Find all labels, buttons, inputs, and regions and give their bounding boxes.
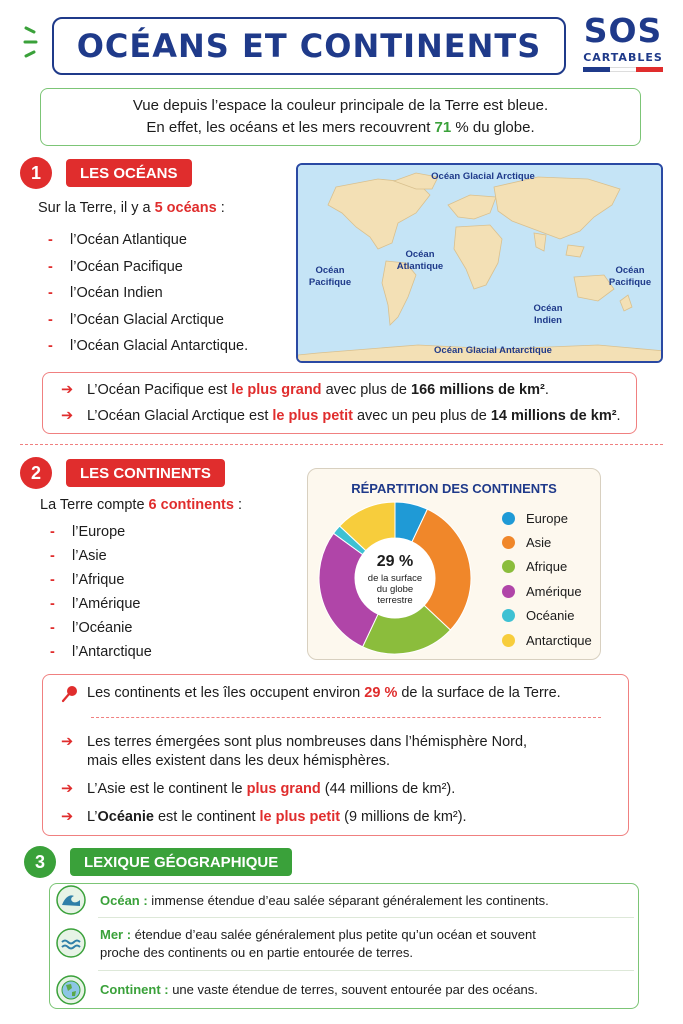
arrow-right-icon: ➔	[61, 382, 74, 398]
lexique-definition: Continent : une vaste étendue de terres, souvent entourée par des océans.	[100, 982, 538, 997]
legend-dot	[502, 634, 515, 647]
list-item: - l’Amérique	[42, 592, 152, 616]
intro-line-1: Vue depuis l’espace la couleur principale de la Terre est bleue.	[132, 97, 549, 114]
list-item: - l’Afrique	[42, 568, 152, 592]
list-item: - l’Océan Indien	[40, 280, 248, 307]
section-label-continents: LES CONTINENTS	[66, 459, 225, 487]
intro-box	[40, 88, 641, 146]
oceans-intro: Sur la Terre, il y a 5 océans :	[38, 200, 225, 216]
legend-dot	[502, 585, 515, 598]
arrow-right-icon: ➔	[61, 408, 74, 424]
legend-item: Europe	[502, 506, 592, 530]
world-map-illustration	[298, 165, 663, 363]
continents-list	[42, 520, 152, 664]
list-item: - l’Océan Glacial Antarctique.	[40, 333, 248, 360]
map-label-pacific-east: Océan Pacifique	[608, 265, 652, 288]
globe-icon	[56, 975, 86, 1005]
map-label-arctic: Océan Glacial Arctique	[431, 171, 535, 182]
lexique-entry	[50, 884, 638, 916]
map-label-antarctic: Océan Glacial Antarctique	[434, 345, 552, 356]
section-label-oceans: LES OCÉANS	[66, 159, 192, 187]
fact-row: ➔ L’Océan Glacial Arctique est le plus petit avec un peu plus de 14 millions de km².	[61, 408, 621, 424]
list-item: - l’Océanie	[42, 616, 152, 640]
map-label-indian: Océan Indien	[533, 303, 563, 326]
map-label-pacific-west: Océan Pacifique	[308, 265, 352, 288]
section-number-2: 2	[20, 457, 52, 489]
list-item: - l’Asie	[42, 544, 152, 568]
wave-icon	[56, 885, 86, 915]
arrow-right-icon: ➔	[61, 734, 74, 750]
lexique-entry	[50, 971, 638, 1009]
map-label-atlantic: Océan Atlantique	[396, 249, 444, 272]
legend-item: Amérique	[502, 579, 592, 603]
chart-title: RÉPARTITION DES CONTINENTS	[351, 481, 557, 496]
pin-icon	[61, 685, 87, 707]
list-item: - l’Europe	[42, 520, 152, 544]
facts-divider	[91, 717, 601, 718]
logo-top: SOS	[583, 11, 663, 50]
list-item: - l’Antarctique	[42, 640, 152, 664]
legend-dot	[502, 560, 515, 573]
donut-center-line-3: terrestre	[377, 595, 413, 606]
oceans-facts-box	[42, 372, 637, 434]
section-number-3: 3	[24, 846, 56, 878]
fact-row: ➔ L’Océanie est le continent le plus petit (9 millions de km²).	[61, 809, 467, 825]
list-item: - l’Océan Pacifique	[40, 254, 248, 281]
lexique-box	[49, 883, 639, 1009]
world-map	[296, 163, 663, 363]
page-title: OCÉANS ET CONTINENTS	[52, 17, 566, 75]
decorative-dashes-icon	[22, 22, 46, 62]
legend-item: Antarctique	[502, 628, 592, 652]
fact-row: ➔ L’Asie est le continent le plus grand (44 millions de km²).	[61, 781, 456, 797]
arrow-right-icon: ➔	[61, 781, 74, 797]
legend-dot	[502, 609, 515, 622]
fact-row: ➔ L’Océan Pacifique est le plus grand avec plus de 166 millions de km².	[61, 382, 549, 398]
legend-dot	[502, 512, 515, 525]
sea-icon	[56, 928, 86, 958]
lexique-entry	[50, 918, 638, 968]
donut-center-line-2: du globe	[376, 584, 414, 595]
donut-center	[358, 553, 432, 606]
logo-bottom: CARTABLES	[583, 51, 663, 64]
list-item: - l’Océan Atlantique	[40, 227, 248, 254]
brand-logo	[580, 13, 666, 77]
legend-item: Asie	[502, 530, 592, 554]
continents-chart	[307, 468, 601, 660]
section-divider	[20, 444, 663, 445]
lexique-definition: Mer : étendue d’eau salée généralement plus petite qu’un océan et souvent proche des continents ou en partie entourée de terres.	[100, 927, 536, 960]
section-number-1: 1	[20, 157, 52, 189]
chart-legend	[502, 506, 592, 652]
fact-row: Les continents et les îles occupent environ 29 % de la surface de la Terre.	[61, 685, 561, 707]
flag-stripe	[583, 67, 663, 72]
fact-row: ➔ Les terres émergées sont plus nombreuses dans l’hémisphère Nord, mais elles existent dans les deux hémisphères.	[61, 734, 528, 769]
section-label-lexique: LEXIQUE GÉOGRAPHIQUE	[70, 848, 292, 876]
legend-item: Afrique	[502, 555, 592, 579]
continents-intro: La Terre compte 6 continents :	[40, 497, 243, 513]
arrow-right-icon: ➔	[61, 809, 74, 825]
legend-dot	[502, 536, 515, 549]
donut-center-value: 29 %	[376, 553, 414, 570]
legend-item: Océanie	[502, 604, 592, 628]
intro-line-2: En effet, les océans et les mers recouvrent 71 % du globe.	[146, 119, 535, 136]
lexique-definition: Océan : immense étendue d’eau salée séparant généralement les continents.	[100, 893, 549, 908]
list-item: - l’Océan Glacial Arctique	[40, 307, 248, 334]
oceans-list	[40, 227, 248, 360]
continents-facts-box	[42, 674, 629, 836]
donut-center-line-1: de la surface	[367, 573, 423, 584]
